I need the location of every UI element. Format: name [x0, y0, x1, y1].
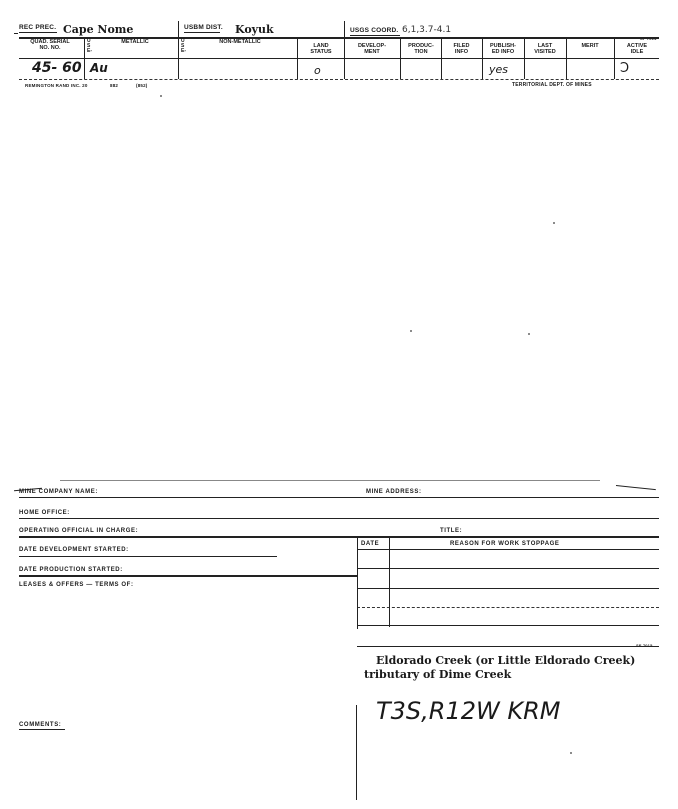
rule-home-office — [19, 518, 659, 519]
metallic-value: Au — [90, 61, 108, 75]
rule-date-header — [357, 549, 659, 550]
col-merit: MERIT — [581, 43, 599, 49]
date-column-label: DATE — [361, 541, 380, 547]
mine-address-label: MINE ADDRESS: — [366, 489, 422, 495]
date-column-left-edge — [357, 537, 358, 629]
col-filed-info: FILED INFO — [453, 43, 470, 55]
printer-code-2: (852) — [136, 83, 148, 88]
col-non-metallic: NON-METALLIC — [219, 39, 261, 45]
usgs-coord-value: 6,1,3.7-4.1 — [402, 25, 452, 35]
rule-stoppage-2 — [357, 588, 659, 589]
usbm-dist-label: USBM DIST. — [184, 24, 223, 31]
rec-prec-value: Cape Nome — [63, 23, 134, 36]
rec-prec-label: REC PREC. — [19, 24, 57, 31]
location-note-line-1: Eldorado Creek (or Little Eldorado Creek) — [376, 654, 636, 667]
col-quad-serial: QUAD. SERIAL NO. NO. — [30, 39, 70, 51]
speck — [410, 330, 412, 332]
speck — [160, 95, 162, 97]
comments-label: COMMENTS: — [19, 722, 62, 728]
use-letter-u: U — [181, 38, 185, 44]
rule-official — [19, 536, 659, 538]
printer-imprint: REMINGTON RAND INC. 20 — [25, 83, 88, 88]
speck — [553, 222, 555, 224]
col-published-info: PUBLISH- ED INFO — [490, 43, 516, 55]
col-production: PRODUC- TION — [408, 43, 434, 55]
use-letter-s: S — [181, 43, 185, 49]
form-number-top: SF 7014 — [640, 36, 657, 41]
row-bottom-dashed — [19, 79, 659, 80]
form-number-bottom: SF 7015 — [636, 643, 653, 648]
use-letter-e: E- — [181, 48, 186, 54]
notes-left-edge — [356, 705, 357, 800]
rec-prec-underline — [19, 32, 57, 33]
quad-serial-value: 45- 60 — [32, 60, 82, 76]
handwritten-township: T3S,R12W KRM — [376, 697, 561, 725]
active-idle-value: Ↄ — [620, 61, 630, 76]
rule-notes-top — [357, 646, 659, 647]
department-name: TERRITORIAL DEPT. OF MINES — [512, 82, 592, 88]
comments-underline — [19, 729, 65, 730]
date-production-label: DATE PRODUCTION STARTED: — [19, 567, 123, 573]
usbm-underline — [184, 32, 220, 33]
col-metallic: METALLIC — [121, 39, 149, 45]
usgs-coord-label: USGS COORD. — [350, 27, 399, 34]
col-land-status: LAND STATUS — [310, 43, 332, 55]
title-label: TITLE: — [440, 528, 463, 534]
rule-date-dev — [19, 556, 277, 557]
card-top-edge — [60, 480, 600, 481]
speck — [570, 752, 572, 754]
speck — [528, 333, 530, 335]
rule-company — [19, 497, 659, 498]
rule-stoppage-1 — [357, 568, 659, 569]
rule-stoppage-4 — [357, 625, 659, 626]
home-office-label: HOME OFFICE: — [19, 510, 70, 516]
rule-tick — [14, 33, 18, 34]
divider — [84, 39, 85, 79]
location-note-line-2: tributary of Dime Creek — [364, 668, 512, 681]
usbm-dist-value: Koyuk — [235, 23, 274, 36]
operating-official-label: OPERATING OFFICIAL IN CHARGE: — [19, 528, 139, 534]
published-info-value: yes — [489, 63, 509, 76]
corner-mark — [616, 485, 656, 490]
divider — [178, 21, 179, 79]
use-letter-u: U — [87, 38, 91, 44]
land-status-value: o — [314, 64, 321, 77]
leases-offers-label: LEASES & OFFERS — TERMS OF: — [19, 582, 134, 588]
header-bottom-rule — [19, 58, 659, 59]
reason-stoppage-label: REASON FOR WORK STOPPAGE — [450, 541, 560, 547]
rule-date-prod — [19, 575, 357, 577]
col-active-idle: ACTIVE IDLE — [626, 43, 648, 55]
col-last-visited: LAST VISITED — [534, 43, 556, 55]
use-letter-s: S — [87, 43, 91, 49]
printer-code: 882 — [110, 83, 119, 88]
date-development-label: DATE DEVELOPMENT STARTED: — [19, 547, 129, 553]
rule-stoppage-3 — [357, 607, 659, 608]
usgs-underline — [350, 35, 400, 36]
date-column-right-edge — [389, 537, 390, 627]
col-development: DEVELOP- MENT — [357, 43, 387, 55]
use-letter-e: E- — [87, 48, 92, 54]
mine-company-label: MINE COMPANY NAME: — [19, 489, 98, 495]
